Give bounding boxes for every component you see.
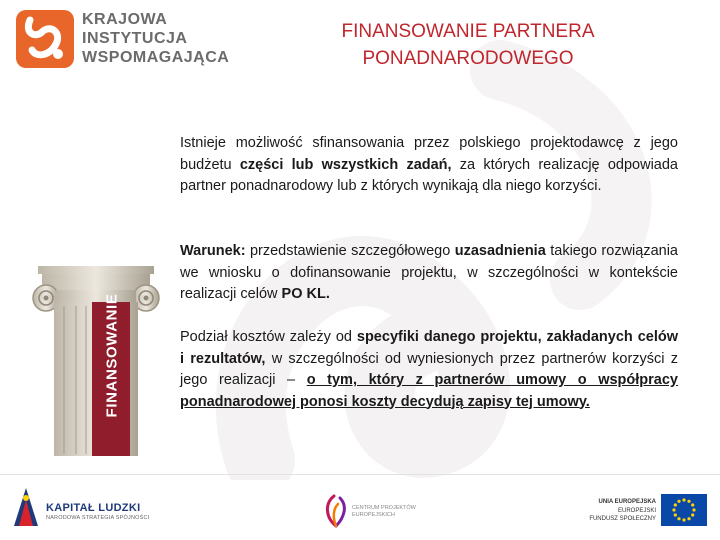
text-run: Istnieje możliwość sfinansowania przez polskiego projektodawcę z jego budżetu	[180, 135, 678, 173]
slide-title-line2: PONADNARODOWEGO	[362, 48, 574, 69]
pillar-label-text: FINANSOWANIE	[103, 293, 121, 417]
text-run: przedstawienie szczegółowego	[245, 243, 455, 259]
slide-title-line1: FINANSOWANIE PARTNERA	[341, 21, 595, 42]
eu-line: UNIA EUROPEJSKA	[598, 499, 656, 505]
text-run-bold: Warunek:	[180, 243, 246, 259]
text-run: Podział kosztów zależy od	[180, 329, 357, 345]
pillar-label	[90, 270, 134, 440]
logo-line: KRAJOWA	[82, 11, 168, 28]
cpe-logo-icon	[322, 492, 350, 528]
kapital-ludzki-logo-icon	[12, 486, 40, 528]
text-run: takiego rozwiązania we wniosku o dofinansowanie projektu, w szczególności w kontekście realizacji celów	[180, 243, 678, 302]
eu-line: FUNDUSZ SPOŁECZNY	[589, 516, 656, 522]
text-run-bold: uzasadnienia	[454, 243, 546, 259]
cpe-logo-text	[352, 505, 416, 519]
eu-logo-text	[566, 498, 656, 524]
logo-line: WSPOMAGAJĄCA	[82, 49, 230, 66]
paragraph-condition	[180, 241, 678, 306]
paragraph-financing-possibility	[180, 133, 678, 198]
kapital-ludzki-subtitle: NARODOWA STRATEGIA SPÓJNOŚCI	[46, 515, 150, 521]
text-run-bold: specyfiki danego projektu, zakładanych celów i rezultatów,	[180, 329, 678, 367]
slide-title	[300, 18, 636, 72]
eu-flag-icon	[661, 494, 707, 526]
footer-divider	[0, 474, 720, 475]
text-run: w szczególności od wyniesionych przez partnerów korzyści z jego realizacji –	[180, 350, 678, 388]
text-run-bold: PO KL.	[281, 286, 330, 302]
text-run: za których realizację odpowiada partner ponadnarodowy lub z których wynikają dla niego korzyści.	[180, 156, 678, 194]
paragraph-cost-split	[180, 327, 678, 413]
logo-line: INSTYTUCJA	[82, 30, 188, 47]
text-run-bold-underlined: o tym, który z partnerów umowy o współpracy ponadnarodowej ponosi koszty decydują zapisy tej umowy.	[180, 372, 678, 410]
kapital-ludzki-title: KAPITAŁ LUDZKI	[46, 502, 141, 514]
cpe-line: CENTRUM PROJEKTÓW	[352, 505, 416, 511]
cpe-line: EUROPEJSKICH	[352, 512, 395, 518]
text-run-bold: części lub wszystkich zadań,	[239, 156, 452, 173]
kiw-logo-icon	[14, 8, 76, 70]
kiw-logo-text	[82, 10, 229, 67]
eu-line: EUROPEJSKI	[617, 507, 656, 514]
